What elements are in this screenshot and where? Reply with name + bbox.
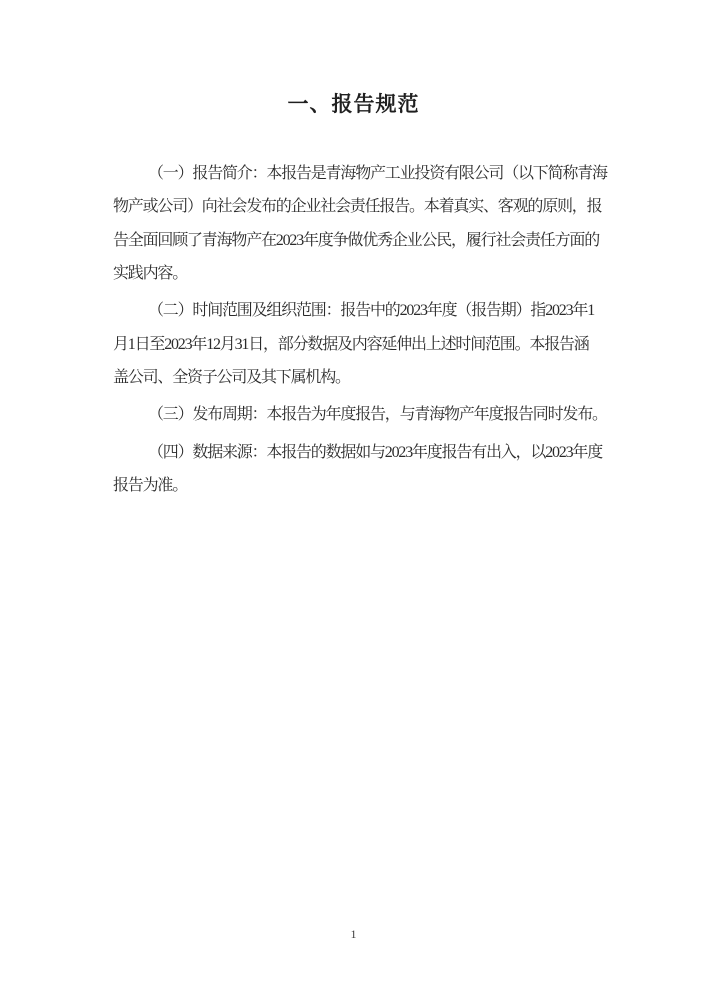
text-line: （四）数据来源：本报告的数据如与2023年度报告有出入，以2023年度 bbox=[148, 443, 603, 461]
text-line: 告全面回顾了青海物产在2023年度争做优秀企业公民，履行社会责任方面的 bbox=[113, 231, 600, 249]
text-line: 月1日至2023年12月31日，部分数据及内容延伸出上述时间范围。本报告涵 bbox=[113, 335, 589, 353]
page-number: 1 bbox=[350, 927, 357, 941]
text-line: （二）时间范围及组织范围：报告中的2023年度（报告期）指2023年1 bbox=[148, 302, 595, 320]
text-line: 实践内容。 bbox=[113, 265, 188, 283]
paragraph-data-source bbox=[113, 436, 603, 503]
text-line: 盖公司、全资子公司及其下属机构。 bbox=[113, 369, 350, 387]
text-line: （一）报告简介：本报告是青海物产工业投资有限公司（以下简称青海 bbox=[148, 165, 607, 182]
paragraph-time-scope bbox=[113, 294, 599, 394]
text-line: 报告为准。 bbox=[113, 477, 188, 495]
paragraph-report-intro bbox=[113, 157, 607, 290]
section-title: 一、报告规范 bbox=[287, 93, 420, 116]
text-line: （三）发布周期：本报告为年度报告，与青海物产年度报告同时发布。 bbox=[148, 406, 607, 424]
paragraph-release-cycle bbox=[113, 398, 607, 431]
text-line: 物产或公司）向社会发布的企业社会责任报告。本着真实、客观的原则，报 bbox=[113, 198, 602, 216]
document-body bbox=[113, 157, 607, 502]
